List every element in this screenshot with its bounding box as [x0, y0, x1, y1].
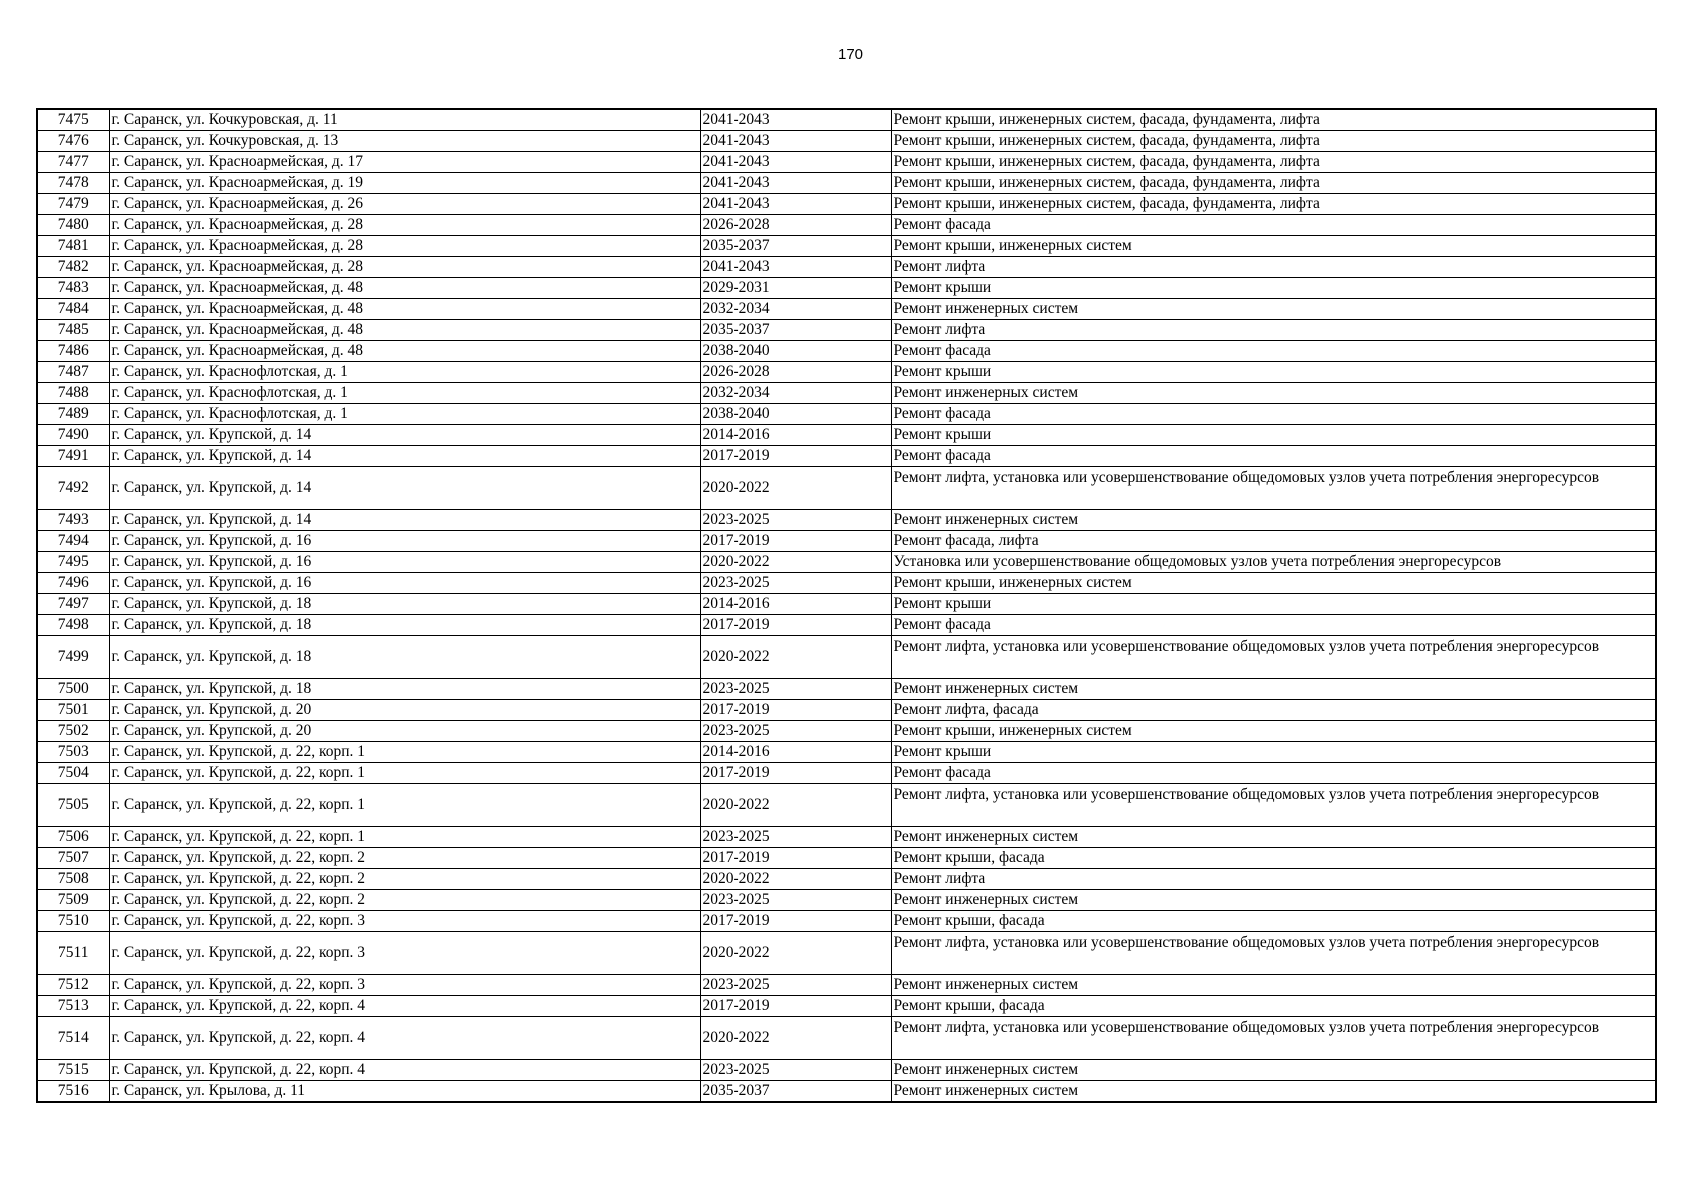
row-number: 7514: [37, 1017, 109, 1060]
row-address: г. Саранск, ул. Краснофлотская, д. 1: [109, 362, 700, 383]
row-period: 2029-2031: [700, 278, 891, 299]
row-number: 7485: [37, 320, 109, 341]
row-period: 2017-2019: [700, 996, 891, 1017]
row-address: г. Саранск, ул. Крупской, д. 14: [109, 510, 700, 531]
row-period: 2026-2028: [700, 215, 891, 236]
row-address: г. Саранск, ул. Крупской, д. 22, корп. 2: [109, 848, 700, 869]
row-number: 7496: [37, 573, 109, 594]
row-address: г. Саранск, ул. Красноармейская, д. 48: [109, 320, 700, 341]
table-row: [37, 679, 1656, 700]
row-address: г. Саранск, ул. Красноармейская, д. 17: [109, 152, 700, 173]
row-work: Ремонт крыши: [891, 742, 1656, 763]
row-work: Ремонт крыши, инженерных систем: [891, 721, 1656, 742]
table-row: [37, 152, 1656, 173]
table-row: [37, 594, 1656, 615]
row-work: Ремонт лифта, установка или усовершенствование общедомовых узлов учета потребления энергоресурсов: [891, 1017, 1656, 1060]
row-work: Ремонт крыши, инженерных систем: [891, 573, 1656, 594]
row-work: Ремонт крыши, фасада: [891, 848, 1656, 869]
row-work: Ремонт крыши, инженерных систем, фасада, фундамента, лифта: [891, 109, 1656, 131]
row-period: 2017-2019: [700, 531, 891, 552]
row-work: Ремонт лифта: [891, 869, 1656, 890]
row-work: Ремонт инженерных систем: [891, 890, 1656, 911]
row-address: г. Саранск, ул. Кочкуровская, д. 13: [109, 131, 700, 152]
row-number: 7490: [37, 425, 109, 446]
row-address: г. Саранск, ул. Крупской, д. 20: [109, 721, 700, 742]
row-period: 2023-2025: [700, 1060, 891, 1081]
row-number: 7499: [37, 636, 109, 679]
table-row: [37, 636, 1656, 679]
row-work: Ремонт крыши: [891, 278, 1656, 299]
row-number: 7482: [37, 257, 109, 278]
table-body: [37, 109, 1656, 1102]
row-address: г. Саранск, ул. Кочкуровская, д. 11: [109, 109, 700, 131]
row-work: Ремонт крыши, инженерных систем, фасада, фундамента, лифта: [891, 173, 1656, 194]
table-row: [37, 700, 1656, 721]
row-period: 2023-2025: [700, 510, 891, 531]
row-period: 2041-2043: [700, 131, 891, 152]
row-number: 7479: [37, 194, 109, 215]
row-address: г. Саранск, ул. Красноармейская, д. 28: [109, 257, 700, 278]
table-row: [37, 404, 1656, 425]
row-number: 7507: [37, 848, 109, 869]
row-number: 7509: [37, 890, 109, 911]
row-address: г. Саранск, ул. Красноармейская, д. 19: [109, 173, 700, 194]
row-number: 7500: [37, 679, 109, 700]
row-work: Ремонт инженерных систем: [891, 1081, 1656, 1103]
row-period: 2035-2037: [700, 320, 891, 341]
row-work: Ремонт крыши, фасада: [891, 911, 1656, 932]
row-work: Ремонт крыши, инженерных систем: [891, 236, 1656, 257]
row-address: г. Саранск, ул. Крупской, д. 18: [109, 615, 700, 636]
row-number: 7515: [37, 1060, 109, 1081]
row-number: 7508: [37, 869, 109, 890]
table-row: [37, 215, 1656, 236]
table-row: [37, 911, 1656, 932]
row-number: 7491: [37, 446, 109, 467]
row-address: г. Саранск, ул. Крупской, д. 22, корп. 2: [109, 869, 700, 890]
row-address: г. Саранск, ул. Крупской, д. 14: [109, 446, 700, 467]
table-row: [37, 975, 1656, 996]
row-address: г. Саранск, ул. Крупской, д. 18: [109, 636, 700, 679]
row-work: Ремонт инженерных систем: [891, 1060, 1656, 1081]
table-row: [37, 531, 1656, 552]
table-row: [37, 194, 1656, 215]
row-work: Ремонт инженерных систем: [891, 383, 1656, 404]
row-number: 7513: [37, 996, 109, 1017]
table-row: [37, 1081, 1656, 1103]
table-row: [37, 827, 1656, 848]
page-number: 170: [837, 46, 864, 63]
table-row: [37, 383, 1656, 404]
table-row: [37, 848, 1656, 869]
row-number: 7492: [37, 467, 109, 510]
table-row: [37, 425, 1656, 446]
table-row: [37, 573, 1656, 594]
row-period: 2017-2019: [700, 446, 891, 467]
row-period: 2017-2019: [700, 615, 891, 636]
row-work: Ремонт фасада: [891, 215, 1656, 236]
table-row: [37, 173, 1656, 194]
row-period: 2020-2022: [700, 1017, 891, 1060]
row-address: г. Саранск, ул. Красноармейская, д. 48: [109, 341, 700, 362]
row-work: Ремонт крыши: [891, 594, 1656, 615]
row-period: 2041-2043: [700, 194, 891, 215]
row-number: 7516: [37, 1081, 109, 1103]
row-address: г. Саранск, ул. Крупской, д. 14: [109, 425, 700, 446]
table-row: [37, 763, 1656, 784]
row-period: 2017-2019: [700, 763, 891, 784]
table-row: [37, 109, 1656, 131]
row-address: г. Саранск, ул. Крупской, д. 22, корп. 4: [109, 1060, 700, 1081]
row-period: 2014-2016: [700, 742, 891, 763]
row-period: 2023-2025: [700, 975, 891, 996]
row-period: 2017-2019: [700, 700, 891, 721]
row-address: г. Саранск, ул. Красноармейская, д. 26: [109, 194, 700, 215]
row-address: г. Саранск, ул. Крупской, д. 22, корп. 1: [109, 763, 700, 784]
row-work: Ремонт крыши: [891, 362, 1656, 383]
table-row: [37, 552, 1656, 573]
row-number: 7503: [37, 742, 109, 763]
table-row: [37, 721, 1656, 742]
table-row: [37, 996, 1656, 1017]
row-number: 7493: [37, 510, 109, 531]
table-row: [37, 467, 1656, 510]
row-period: 2020-2022: [700, 552, 891, 573]
row-period: 2023-2025: [700, 827, 891, 848]
row-number: 7510: [37, 911, 109, 932]
row-address: г. Саранск, ул. Крупской, д. 20: [109, 700, 700, 721]
row-period: 2014-2016: [700, 594, 891, 615]
table-row: [37, 510, 1656, 531]
row-address: г. Саранск, ул. Крупской, д. 16: [109, 552, 700, 573]
register-table: [36, 108, 1657, 1103]
row-number: 7478: [37, 173, 109, 194]
row-period: 2035-2037: [700, 236, 891, 257]
row-period: 2026-2028: [700, 362, 891, 383]
table-row: [37, 341, 1656, 362]
row-number: 7487: [37, 362, 109, 383]
table-row: [37, 320, 1656, 341]
row-address: г. Саранск, ул. Крупской, д. 22, корп. 1: [109, 827, 700, 848]
table-row: [37, 784, 1656, 827]
row-work: Ремонт инженерных систем: [891, 299, 1656, 320]
row-number: 7486: [37, 341, 109, 362]
row-address: г. Саранск, ул. Красноармейская, д. 28: [109, 215, 700, 236]
row-number: 7484: [37, 299, 109, 320]
row-number: 7483: [37, 278, 109, 299]
row-address: г. Саранск, ул. Крупской, д. 22, корп. 2: [109, 890, 700, 911]
row-work: Ремонт инженерных систем: [891, 510, 1656, 531]
row-address: г. Саранск, ул. Краснофлотская, д. 1: [109, 383, 700, 404]
table-row: [37, 236, 1656, 257]
row-work: Ремонт крыши: [891, 425, 1656, 446]
row-work: Ремонт лифта, установка или усовершенствование общедомовых узлов учета потребления энергоресурсов: [891, 467, 1656, 510]
row-period: 2020-2022: [700, 467, 891, 510]
row-number: 7511: [37, 932, 109, 975]
row-address: г. Саранск, ул. Крупской, д. 22, корп. 4: [109, 1017, 700, 1060]
row-number: 7476: [37, 131, 109, 152]
row-work: Ремонт инженерных систем: [891, 975, 1656, 996]
row-number: 7506: [37, 827, 109, 848]
row-address: г. Саранск, ул. Крупской, д. 22, корп. 1: [109, 742, 700, 763]
row-period: 2038-2040: [700, 341, 891, 362]
row-period: 2023-2025: [700, 573, 891, 594]
row-work: Ремонт инженерных систем: [891, 679, 1656, 700]
row-work: Ремонт фасада: [891, 615, 1656, 636]
table-row: [37, 1060, 1656, 1081]
row-work: Ремонт фасада: [891, 341, 1656, 362]
table-row: [37, 446, 1656, 467]
table-row: [37, 890, 1656, 911]
row-number: 7480: [37, 215, 109, 236]
row-period: 2035-2037: [700, 1081, 891, 1103]
row-period: 2041-2043: [700, 173, 891, 194]
row-period: 2020-2022: [700, 784, 891, 827]
row-number: 7501: [37, 700, 109, 721]
row-period: 2017-2019: [700, 911, 891, 932]
row-address: г. Саранск, ул. Красноармейская, д. 28: [109, 236, 700, 257]
row-period: 2014-2016: [700, 425, 891, 446]
row-address: г. Саранск, ул. Крупской, д. 22, корп. 3: [109, 932, 700, 975]
row-number: 7498: [37, 615, 109, 636]
row-address: г. Саранск, ул. Крупской, д. 22, корп. 4: [109, 996, 700, 1017]
table-row: [37, 742, 1656, 763]
row-period: 2023-2025: [700, 890, 891, 911]
table-row: [37, 932, 1656, 975]
row-address: г. Саранск, ул. Крупской, д. 14: [109, 467, 700, 510]
row-number: 7494: [37, 531, 109, 552]
row-work: Ремонт лифта, установка или усовершенствование общедомовых узлов учета потребления энергоресурсов: [891, 636, 1656, 679]
row-address: г. Саранск, ул. Крупской, д. 22, корп. 3: [109, 911, 700, 932]
row-number: 7512: [37, 975, 109, 996]
row-period: 2023-2025: [700, 721, 891, 742]
row-work: Ремонт крыши, инженерных систем, фасада, фундамента, лифта: [891, 194, 1656, 215]
row-address: г. Саранск, ул. Крупской, д. 18: [109, 679, 700, 700]
row-work: Ремонт крыши, фасада: [891, 996, 1656, 1017]
row-number: 7489: [37, 404, 109, 425]
row-number: 7497: [37, 594, 109, 615]
row-address: г. Саранск, ул. Крылова, д. 11: [109, 1081, 700, 1103]
row-work: Ремонт фасада: [891, 446, 1656, 467]
row-work: Ремонт лифта, установка или усовершенствование общедомовых узлов учета потребления энергоресурсов: [891, 932, 1656, 975]
row-work: Ремонт лифта, фасада: [891, 700, 1656, 721]
row-period: 2032-2034: [700, 299, 891, 320]
row-number: 7488: [37, 383, 109, 404]
row-work: Ремонт инженерных систем: [891, 827, 1656, 848]
row-address: г. Саранск, ул. Краснофлотская, д. 1: [109, 404, 700, 425]
table-row: [37, 278, 1656, 299]
row-address: г. Саранск, ул. Красноармейская, д. 48: [109, 299, 700, 320]
row-address: г. Саранск, ул. Крупской, д. 16: [109, 531, 700, 552]
row-period: 2041-2043: [700, 257, 891, 278]
row-period: 2020-2022: [700, 869, 891, 890]
row-number: 7495: [37, 552, 109, 573]
table-row: [37, 615, 1656, 636]
row-period: 2020-2022: [700, 932, 891, 975]
row-work: Ремонт лифта: [891, 257, 1656, 278]
row-period: 2038-2040: [700, 404, 891, 425]
row-address: г. Саранск, ул. Крупской, д. 22, корп. 3: [109, 975, 700, 996]
table-row: [37, 257, 1656, 278]
row-work: Ремонт лифта: [891, 320, 1656, 341]
row-period: 2023-2025: [700, 679, 891, 700]
table-row: [37, 869, 1656, 890]
row-address: г. Саранск, ул. Красноармейская, д. 48: [109, 278, 700, 299]
row-work: Ремонт фасада: [891, 404, 1656, 425]
row-address: г. Саранск, ул. Крупской, д. 18: [109, 594, 700, 615]
table-row: [37, 299, 1656, 320]
row-address: г. Саранск, ул. Крупской, д. 16: [109, 573, 700, 594]
row-number: 7475: [37, 109, 109, 131]
row-work: Ремонт крыши, инженерных систем, фасада, фундамента, лифта: [891, 152, 1656, 173]
row-number: 7504: [37, 763, 109, 784]
row-work: Ремонт крыши, инженерных систем, фасада, фундамента, лифта: [891, 131, 1656, 152]
table-row: [37, 131, 1656, 152]
row-number: 7477: [37, 152, 109, 173]
table-row: [37, 362, 1656, 383]
row-period: 2020-2022: [700, 636, 891, 679]
row-period: 2032-2034: [700, 383, 891, 404]
row-work: Установка или усовершенствование общедомовых узлов учета потребления энергоресурсов: [891, 552, 1656, 573]
row-period: 2041-2043: [700, 109, 891, 131]
row-work: Ремонт фасада: [891, 763, 1656, 784]
row-work: Ремонт фасада, лифта: [891, 531, 1656, 552]
row-work: Ремонт лифта, установка или усовершенствование общедомовых узлов учета потребления энергоресурсов: [891, 784, 1656, 827]
row-period: 2041-2043: [700, 152, 891, 173]
row-number: 7502: [37, 721, 109, 742]
row-number: 7505: [37, 784, 109, 827]
row-address: г. Саранск, ул. Крупской, д. 22, корп. 1: [109, 784, 700, 827]
row-number: 7481: [37, 236, 109, 257]
table-row: [37, 1017, 1656, 1060]
row-period: 2017-2019: [700, 848, 891, 869]
